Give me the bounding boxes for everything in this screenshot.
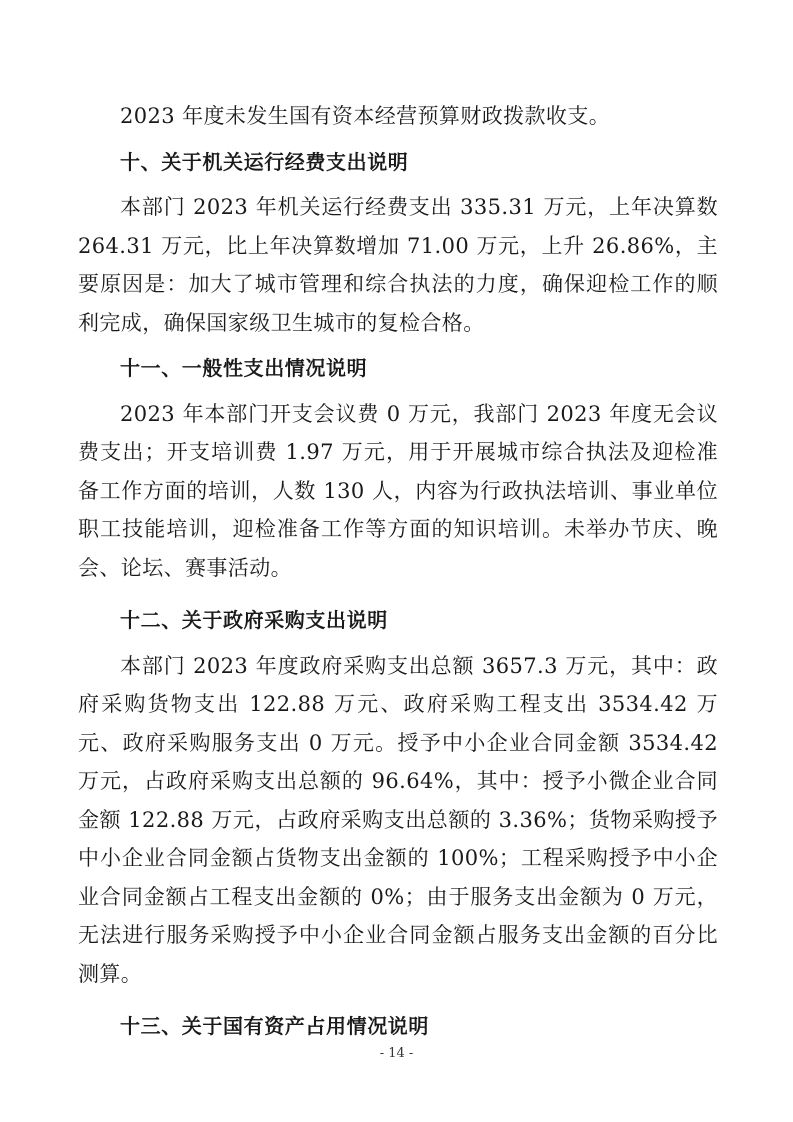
page-content [78, 97, 718, 1046]
section-12-paragraph: 本部门 2023 年度政府采购支出总额 3657.3 万元，其中：政府采购货物支出 122.88 万元、政府采购工程支出 3534.42 万元、政府采购服务支出 0 万元。授予中小企业合同金额 3534.42 万元，占政府采购支出总额的 96.64%，其中：授予小微企业合同金额 122.88 万元，占政府采购支出总额的 3.36%；货物采购授予中小企业合同金额占货物支出金额的 100%；工程采购授予中小企业合同金额占工程支出金额的 0%；由于服务支出金额为 0 万元，无法进行服务采购授予中小企业合同金额占服务支出金额的百分比测算。 [78, 653, 718, 986]
page-number: - 14 - [379, 1046, 414, 1061]
intro-paragraph: 2023 年度未发生国有资本经营预算财政拨款收支。 [120, 104, 611, 128]
spacer [78, 587, 718, 601]
spacer [78, 640, 718, 647]
section-11-paragraph: 2023 年本部门开支会议费 0 万元，我部门 2023 年度无会议费支出；开支培训费 1.97 万元，用于开展城市综合执法及迎检准备工作方面的培训，人数 130 人，内容为行政执法培训、事业单位职工技能培训，迎检准备工作等方面的知识培训。未举办节庆、晚会、论坛、赛事活动。 [78, 401, 718, 580]
section-11-heading: 十一、一般性支出情况说明 [120, 356, 368, 380]
section-13-heading: 十三、关于国有资产占用情况说明 [120, 1014, 429, 1038]
spacer [78, 136, 718, 143]
section-10-paragraph: 本部门 2023 年机关运行经费支出 335.31 万元，上年决算数 264.31 万元，比上年决算数增加 71.00 万元，上升 26.86%，主要原因是：加大了城市管理和综合执法的力度，确保迎检工作的顺利完成，确保国家级卫生城市的复检合格。 [78, 195, 718, 335]
spacer [78, 388, 718, 395]
section-10-heading: 十、关于机关运行经费支出说明 [120, 149, 409, 174]
spacer [78, 181, 718, 188]
spacer [78, 342, 718, 349]
spacer [78, 993, 718, 1007]
section-12-heading: 十二、关于政府采购支出说明 [120, 608, 388, 632]
